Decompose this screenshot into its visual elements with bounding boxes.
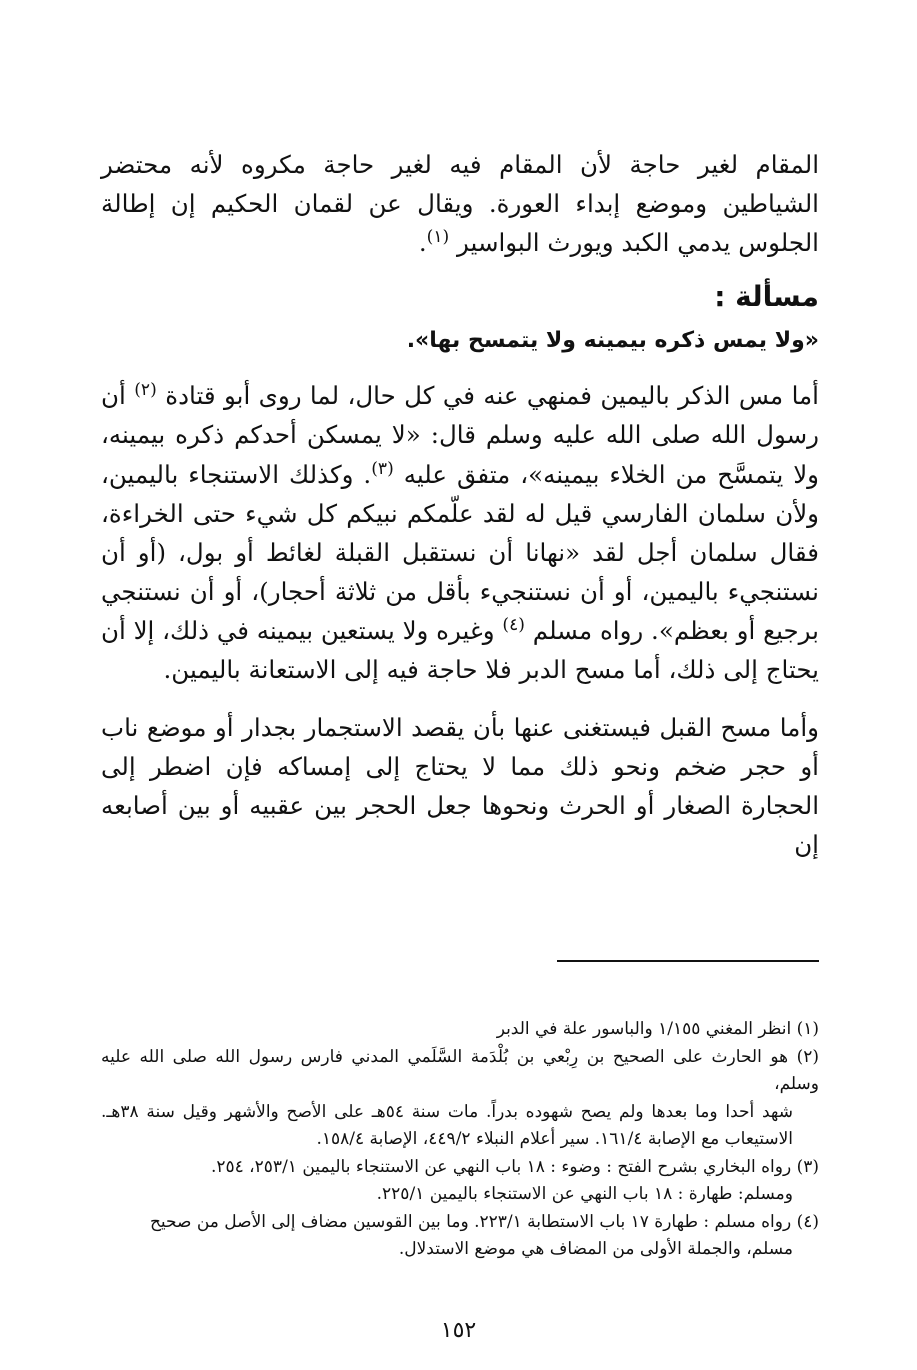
paragraph-2-part-c: . وكذلك الاستنجاء باليمين، ولأن سلمان الفارسي قيل له لقد علّمكم نبيكم كل شيء حتى الخراءة، فقال سلمان أجل لقد «نهانا أن نستقبل القبلة لغائط أو بول، (أو أن نستنجيء باليمين، أو أن نستنجيء بأقل من ثلاثة أحجار)، أو أن نستنجي برجيع أو بعظم». رواه مسلم: [101, 459, 819, 646]
footnotes: [101, 1016, 819, 1264]
footnote-2-line-1: (٢) هو الحارث على الصحيح بن رِبْعي بن بُلْدَمة السَّلَمي المدني فارس رسول الله صلى الله عليه وسلم،: [101, 1046, 819, 1095]
footnote-2-line-2: شهد أحدا وما بعدها ولم يصح شهوده بدراً. مات سنة ٥٤هـ على الأصح والأشهر وقيل سنة ٣٨هـ. الاستيعاب مع الإصابة ١٦١/٤. سير أعلام النبلاء ٤٤٩/٢، الإصابة ١٥٨/٤.: [101, 1101, 793, 1150]
footnote-4-line-2: مسلم، والجملة الأولى من المضاف هي موضع الاستدلال.: [398, 1239, 793, 1260]
paragraph-2-part-d: وغيره ولا يستعين بيمينه في ذلك، إلا أن يحتاج إلى ذلك، أما مسح الدبر فلا حاجة فيه إلى الاستعانة باليمين.: [100, 616, 819, 685]
footnote-3-line-1: (٣) رواه البخاري بشرح الفتح : وضوء : ١٨ باب النهي عن الاستنجاء باليمين ٢٥٣/١، ٢٥٤.: [210, 1156, 819, 1177]
paragraph-1-end: .: [418, 228, 427, 258]
paragraph-2-part-b: أن رسول الله صلى الله عليه وسلم قال: «لا يمسكن أحدكم ذكره بيمينه، ولا يتمسَّح من الخلاء بيمينه»، متفق عليه: [101, 381, 819, 489]
paragraph-1: [101, 145, 819, 263]
paragraph-1-text: المقام لغير حاجة لأن المقام فيه لغير حاجة مكروه لأنه محتضر الشياطين وموضع إبداء العورة. ويقال عن لقمان الحكيم إن إطالة الجلوس يدمي الكبد ويورث البواسير: [101, 150, 819, 258]
paragraph-3: وأما مسح القبل فيستغنى عنها بأن يقصد الاستجمار بجدار أو موضع ناب أو حجر ضخم ونحو ذلك مما لا يحتاج إلى إمساكه فإن اضطر إلى الحجارة الصغار أو الحرث ونحوها جعل الحجر بين عقبيه أو بين أصابعه إن: [101, 712, 819, 860]
footnote-ref-2: (٢): [134, 379, 157, 400]
footnote-separator: [557, 960, 819, 962]
footnote-4-line-1: (٤) رواه مسلم : طهارة ١٧ باب الاستطابة ٢٢٣/١. وما بين القوسين مضاف إلى الأصل من صحيح: [149, 1211, 819, 1232]
main-text: [101, 145, 819, 864]
hadith-text: «ولا يمس ذكره بيمينه ولا يتمسح بها».: [406, 327, 819, 353]
page-number: ١٥٢: [440, 1318, 477, 1343]
footnote-1: (١) انظر المغني ١/١٥٥ والباسور علة في الدبر: [496, 1019, 819, 1039]
footnote-ref-3: (٣): [371, 458, 394, 479]
paragraph-2: [101, 376, 819, 690]
paragraph-2-part-a: أما مس الذكر باليمين فمنهي عنه في كل حال، لما روى أبو قتادة: [165, 381, 819, 411]
footnote-3-line-2: ومسلم: طهارة : ١٨ باب النهي عن الاستنجاء باليمين ٢٢٥/١.: [376, 1184, 793, 1205]
section-heading: مسألة :: [714, 279, 819, 313]
footnote-ref-4: (٤): [502, 615, 525, 636]
footnote-ref-1: (١): [426, 227, 450, 248]
